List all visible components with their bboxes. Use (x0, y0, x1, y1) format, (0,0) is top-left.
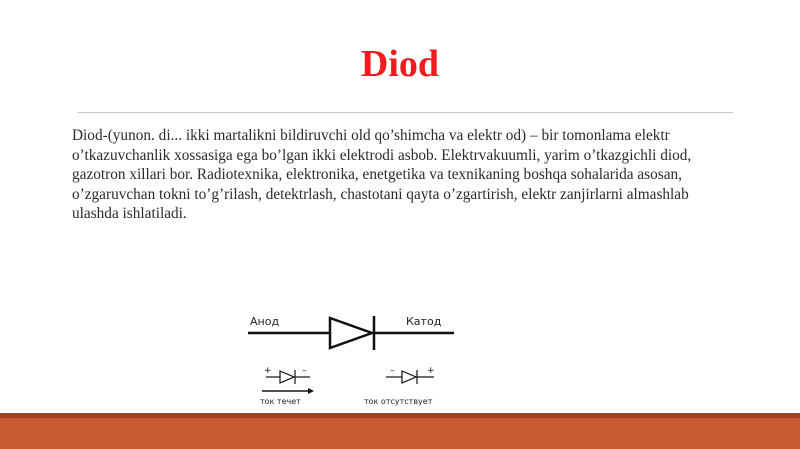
body-paragraph: Diod-(yunon. di... ikki martalikni bildiruvchi old qo’shimcha va elektr od) – bir tomonlama elektr o’tkazuvchanlik xossasiga ega bo’lgan ikki elektrodi asbob. Elektrvakuumli, yarim o’tkazgichli diod, gazotron xillari bor. Radiotexnika, elektronika, enetgetika va texnikaning boshqa sohalarida asosan, o’zgaruvchan tokni to’g’rilash, detektrlash, chastotani qayta o’zgartirish, elektr zanjirlarni almashlab ulashda ishlatiladi. (72, 127, 692, 223)
svg-text:–: – (302, 366, 307, 376)
svg-text:–: – (390, 366, 395, 376)
svg-text:+: + (264, 366, 272, 376)
anode-label: Анод (250, 315, 280, 328)
reverse-caption: ток отсутствует (364, 397, 433, 406)
svg-text:+: + (427, 366, 435, 376)
footer-band (0, 418, 800, 449)
cathode-label: Катод (406, 315, 442, 328)
forward-caption: ток течет (260, 397, 301, 406)
slide-title: Diod (360, 43, 440, 85)
title-divider (78, 112, 733, 113)
